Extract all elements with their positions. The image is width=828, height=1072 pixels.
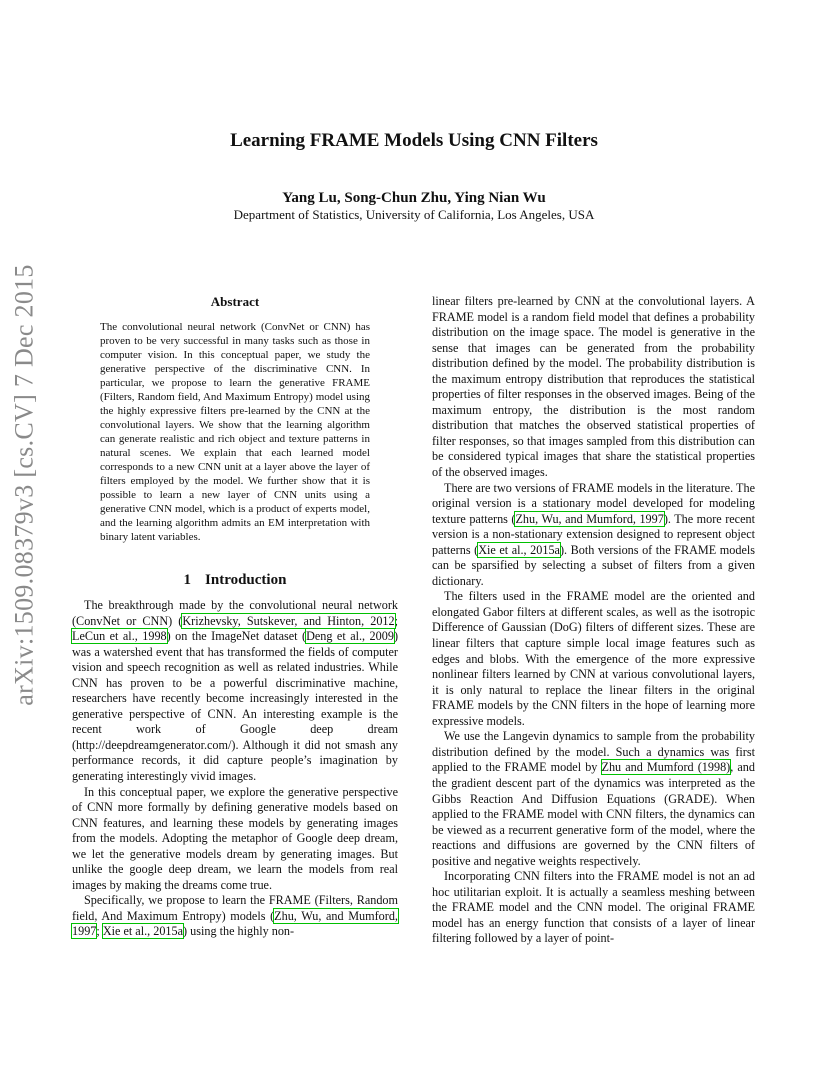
left-column-body — [72, 598, 398, 940]
paragraph-text: ; — [96, 924, 103, 939]
paragraph-text: ) was a watershed event that has transformed the fields of computer vision and speech recognition as well as related industries. While CNN has proven to be a powerful discriminative machine, researchers have recently become increasingly interested in the generative perspective of CNN. An interesting example is the recent work of Google deep dream (http://deepdreamgenerator.com/). Although it did not smash any performance records, it did capture people’s imagination by generating interestingly vivid images. — [72, 629, 398, 784]
intro-paragraph-6 — [432, 729, 755, 869]
paragraph-text: ; — [394, 613, 398, 628]
intro-paragraph-7: Incorporating CNN filters into the FRAME model is not an ad hoc utilitarian exploit. It is actually a seamless meshing between the FRAME model and the CNN model. The original FRAME model has an energy function that consists of a layer of linear filtering followed by a layer of point- — [432, 869, 755, 946]
paragraph-text: We use the Langevin dynamics to sample from the probability distribution defined by the model. Such a dynamics was first applied to the FRAME model by — [432, 729, 755, 775]
paragraph-text: , and the gradient descent part of the dynamics was interpreted as the Gibbs Reaction And Diffusion Equations (GRADE). When applied to the FRAME model with CNN filters, the dynamics can be viewed as a recurrent generative form of the model, where the reactions and diffusions are governed by the CNN filters of positive and negative weights respectively. — [432, 760, 755, 868]
section-heading-introduction — [72, 572, 398, 589]
paragraph-text: The breakthrough made by the convolutional neural network (ConvNet or CNN) ( — [72, 598, 398, 628]
paragraph-text: ) on the ImageNet dataset ( — [166, 629, 307, 644]
paragraph-text: ) using the highly non- — [183, 924, 295, 939]
right-column-body — [432, 294, 755, 947]
arxiv-identifier-margin — [10, 264, 40, 706]
paragraph-text: ). Both versions of the FRAME models can be sparsified by selecting a subset of filters from a given dictionary. — [432, 542, 755, 588]
citation-link[interactable]: Zhu, Wu, and Mumford, 1997 — [72, 908, 398, 939]
intro-paragraph-5: The filters used in the FRAME model are the oriented and elongated Gabor filters at different scales, as well as the isotropic Difference of Gaussian (DoG) filters of different sizes. These are linear filters that capture simple local image features such as edges and blobs. With the emergence of the more expressive nonlinear filters learned by CNN at various convolutional layers, it is only natural to replace the linear filters in the original FRAME models by the CNN filters in the hope of learning more expressive models. — [432, 589, 755, 728]
paper-title: Learning FRAME Models Using CNN Filters — [230, 130, 598, 151]
author-affiliation: Department of Statistics, University of California, Los Angeles, USA — [233, 207, 595, 222]
citation-link[interactable]: Zhu, Wu, and Mumford, 1997 — [515, 511, 664, 526]
paragraph-text: ). The more recent version is a non-stationary extension designed to represent object patterns ( — [432, 511, 755, 557]
section-title: Introduction — [205, 572, 287, 588]
citation-link[interactable]: Xie et al., 2015a — [102, 924, 184, 939]
abstract-heading: Abstract — [210, 294, 260, 309]
arxiv-identifier-text: arXiv:1509.08379v3 [cs.CV] 7 Dec 2015 — [10, 264, 40, 706]
citation-link[interactable]: LeCun et al., 1998 — [72, 629, 167, 644]
author-list: Yang Lu, Song-Chun Zhu, Ying Nian Wu — [282, 190, 546, 206]
intro-paragraph-3-continued: linear filters pre-learned by CNN at the convolutional layers. A FRAME model is a random field model that defines a probability distribution on the image space. The model is generative in the sense that images can be generated from the probability distribution defined by the model. The probability distribution is the maximum entropy distribution that reproduces the statistical properties of filter responses in the observed images. Being of the maximum entropy, the distribution is the most random distribution that matches the observed statistical properties of filter responses, so that images sampled from this distribution can be considered typical images that share the statistical properties of the observed images. — [432, 294, 755, 480]
intro-paragraph-4 — [432, 481, 755, 590]
intro-paragraph-1 — [72, 598, 398, 785]
abstract-text: The convolutional neural network (ConvNet or CNN) has proven to be very successful in many tasks such as those in computer vision. In this conceptual paper, we study the generative perspective of the discriminative CNN. In particular, we propose to learn the generative FRAME (Filters, Random field, And Maximum Entropy) model using the highly expressive filters pre-learned by the CNN at the convolutional layers. We show that the learning algorithm can generate realistic and rich object and texture patterns in natural scenes. We explain that each learned model corresponds to a new CNN unit at a layer above the layer of filters employed by the model. We further show that it is possible to learn a new layer of CNN units using a generative CNN model, which is a product of experts model, and the learning algorithm admits an EM interpretation with binary latent variables. — [100, 321, 370, 543]
citation-link[interactable]: Deng et al., 2009 — [306, 629, 394, 644]
citation-link[interactable]: Xie et al., 2015a — [478, 542, 560, 557]
intro-paragraph-2: In this conceptual paper, we explore the generative perspective of CNN more formally by defining generative models based on CNN features, and learning these models by generating images from the models. Adopting the metaphor of Google deep dream, we let the generative models dream by generating images. But unlike the google deep dream, we learn the models from real images by making the dreams come true. — [72, 784, 398, 892]
paragraph-text: Specifically, we propose to learn the FRAME (Filters, Random field, And Maximum Entropy) models ( — [72, 893, 398, 923]
citation-link[interactable]: Zhu and Mumford (1998) — [601, 760, 731, 775]
section-number: 1 — [183, 572, 192, 588]
intro-paragraph-3 — [72, 893, 398, 940]
paragraph-text: There are two versions of FRAME models in the literature. The original version is a stationary model developed for modeling texture patterns ( — [432, 480, 755, 526]
citation-link[interactable]: Krizhevsky, Sutskever, and Hinton, 2012 — [182, 613, 395, 628]
